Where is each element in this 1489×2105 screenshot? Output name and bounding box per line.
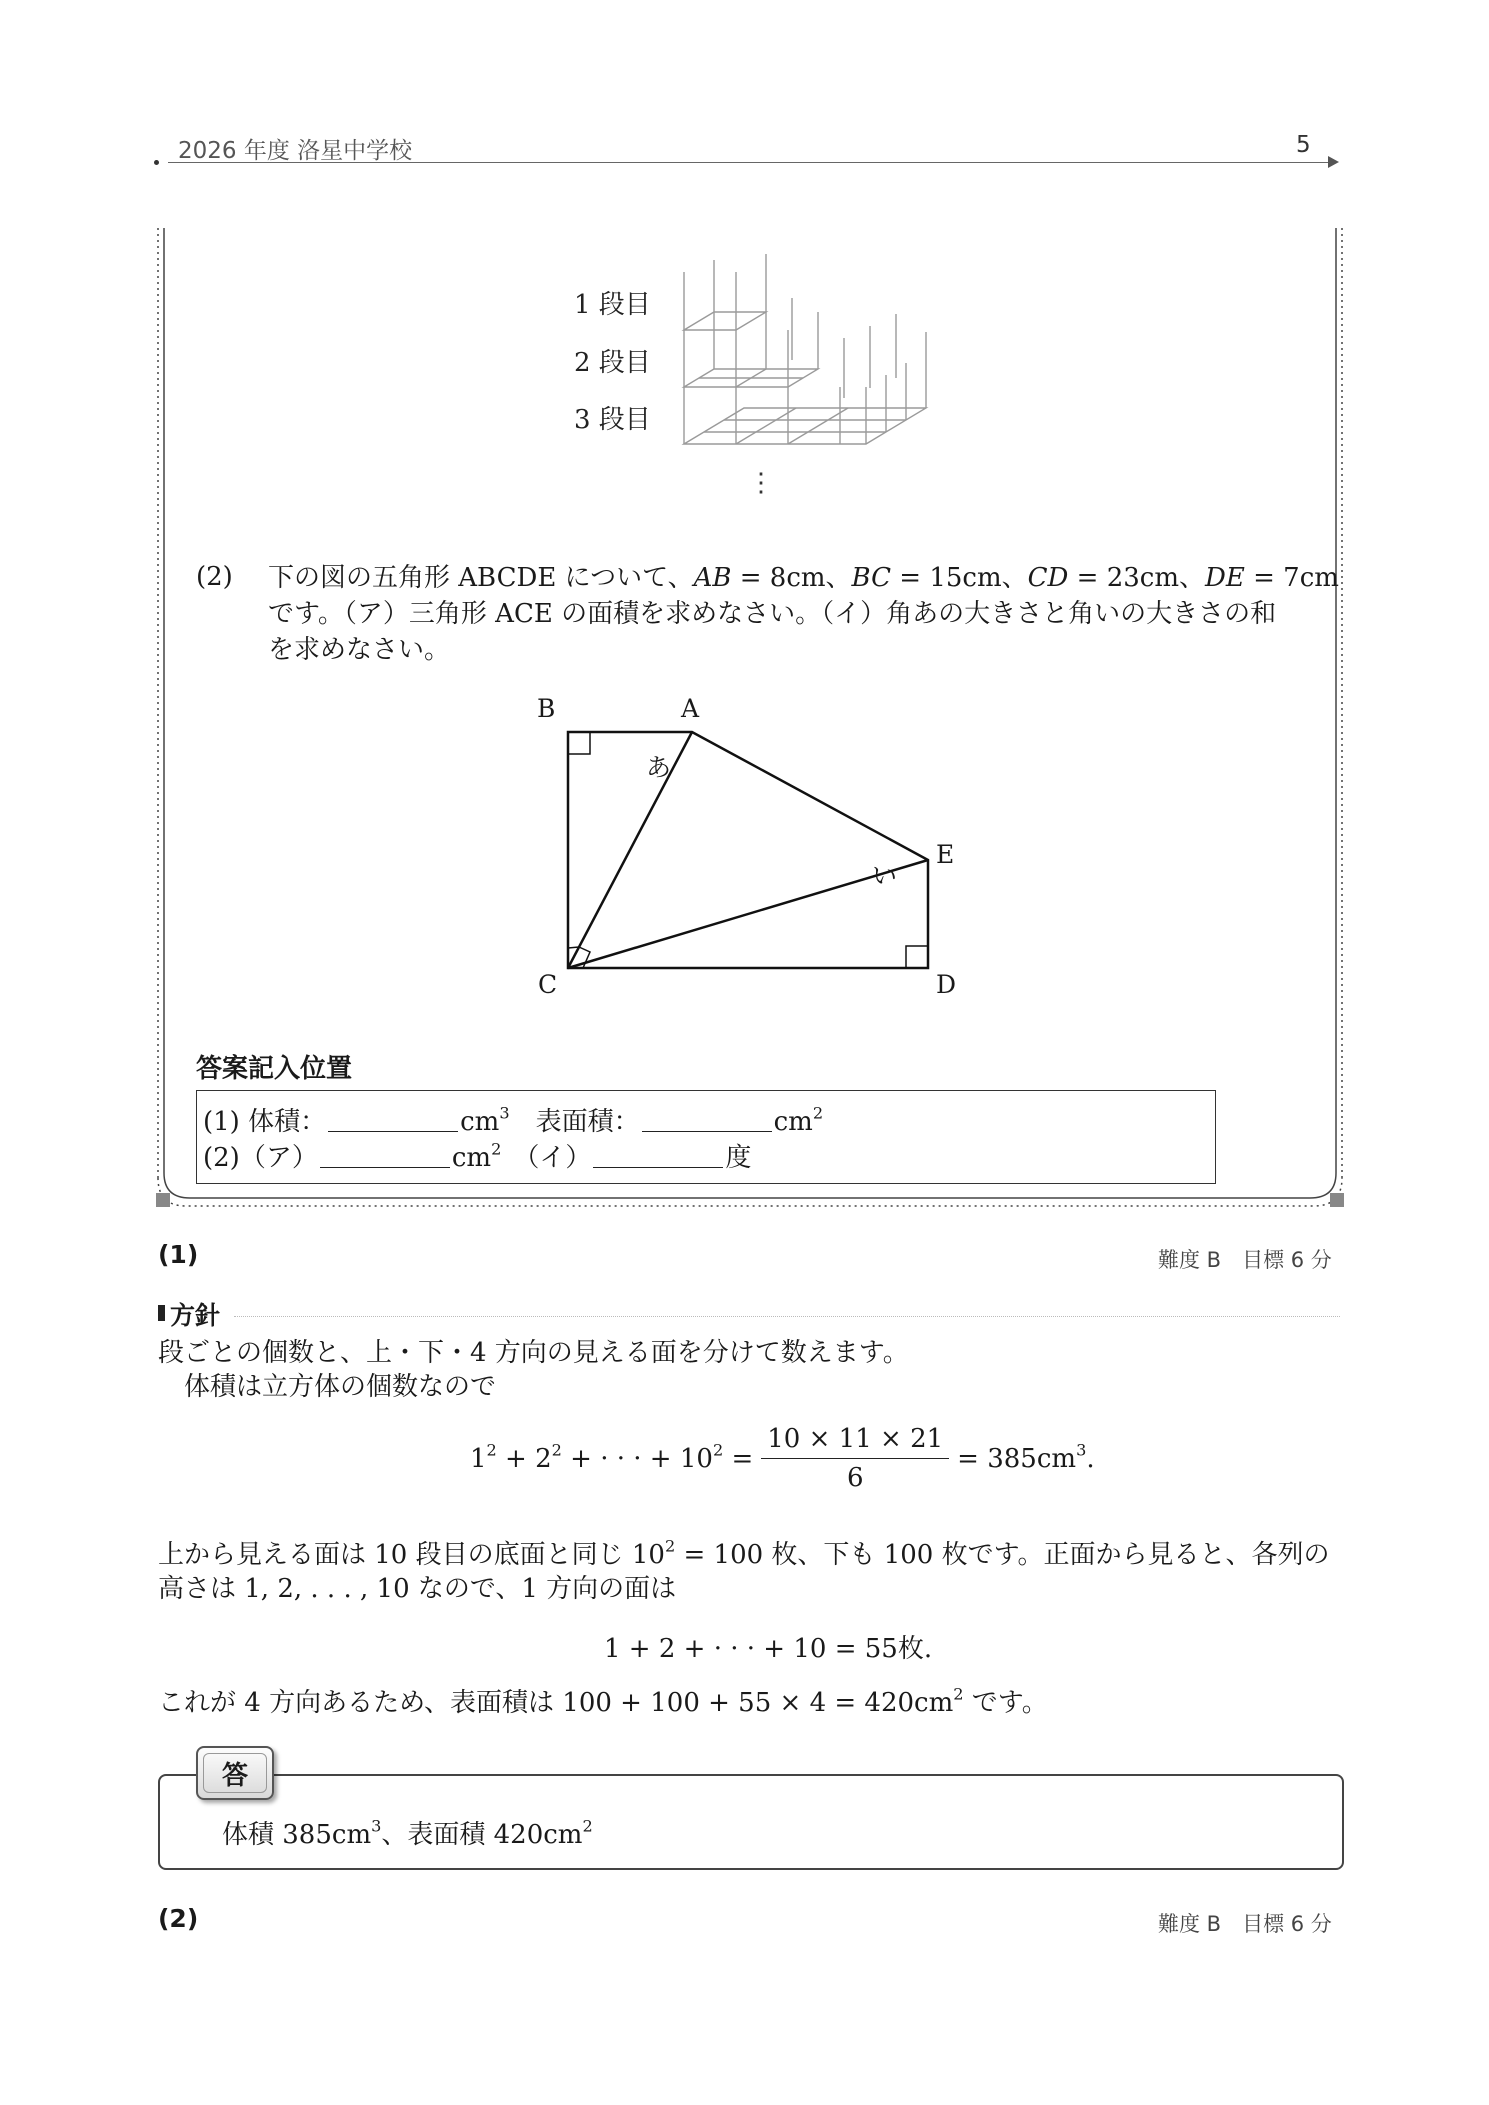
header-rule xyxy=(168,162,1330,163)
volume-equation: $1^2 + 2^2$ + · · · + $10^2$ = $\frac{10 \times 11 \times 21}{6}$ = $385cm^3$. xyxy=(470,1424,1095,1493)
running-header-title: 2026 年度 洛星中学校 xyxy=(178,138,413,164)
blank-volume[interactable] xyxy=(328,1107,458,1132)
vertex-label-c: C xyxy=(538,970,558,999)
frame-corner-left xyxy=(156,1193,170,1207)
policy-rule xyxy=(234,1316,1340,1317)
answer-area-heading: 答案記入位置 xyxy=(196,1054,353,1084)
stacked-cubes-figure xyxy=(676,250,946,460)
answer-line-1: (1) 体積： $cm^3$ 表面積： $cm^2$ xyxy=(203,1103,824,1137)
one-side-equation: 1 + 2 + · · · + 10 = 55枚. xyxy=(604,1634,933,1664)
page-number: 5 xyxy=(1296,132,1311,158)
blank-area-ace[interactable] xyxy=(320,1143,450,1168)
answer-text: 体積 $385cm^3$、表面積 $420cm^2$ xyxy=(222,1816,593,1850)
solution-2-number: (2) xyxy=(158,1904,199,1933)
vertex-label-b: B xyxy=(537,694,556,723)
solution-2-difficulty: 難度 B 目標 6 分 xyxy=(1158,1912,1332,1936)
blank-angle-sum[interactable] xyxy=(593,1143,723,1168)
solution-1-difficulty: 難度 B 目標 6 分 xyxy=(1158,1248,1332,1272)
solution-1-number: (1) xyxy=(158,1240,199,1269)
column-heights-text: 高さは 1, 2, . . . , 10 なので、1 方向の面は xyxy=(158,1574,677,1604)
volume-fraction: $\frac{10 \times 11 \times 21}{6}$ xyxy=(761,1424,949,1493)
step-label-1: 1 段目 xyxy=(574,290,651,320)
answer-tab-label: 答 xyxy=(203,1753,267,1793)
policy-label: 方針 xyxy=(170,1301,221,1330)
question-2-text: 下の図の五角形 ABCDE について、AB = 8cm、BC = 15cm、CD = 23cm、DE = 7cm です。（ア）三角形 ACE の面積を求めなさい。（イ）角あの大きさと角いの大きさの和 を求めなさい。 xyxy=(268,563,1339,665)
vertex-label-d: D xyxy=(936,970,957,999)
answer-area-box xyxy=(196,1090,1216,1184)
top-view-text: 上から見える面は 10 段目の底面と同じ $10^2 = 100$ 枚、下も 100 枚です。正面から見ると、各列の xyxy=(158,1536,1330,1570)
angle-label-a: あ xyxy=(646,753,672,782)
frame-corner-right xyxy=(1330,1193,1344,1207)
surface-area-text: これが 4 方向あるため、表面積は $100 + 100 + 55 \times 4 = 420cm^2$ です。 xyxy=(158,1684,1048,1718)
blank-surface-area[interactable] xyxy=(642,1107,772,1132)
policy-marker-icon xyxy=(158,1305,165,1321)
vertex-label-e: E xyxy=(936,840,955,869)
answer-tab xyxy=(196,1746,274,1800)
question-2-number: (2) xyxy=(196,562,233,592)
header-arrow-icon xyxy=(1328,156,1339,168)
vertex-label-a: A xyxy=(681,694,700,723)
step-label-3: 3 段目 xyxy=(574,405,651,435)
angle-label-i: い xyxy=(872,861,898,890)
continuation-dots: ⋮ xyxy=(748,468,774,498)
header-bullet-dot xyxy=(154,160,159,165)
answer-line-2: (2)（ア） $cm^2$ （イ） 度 xyxy=(203,1139,752,1173)
policy-text: 段ごとの個数と、上・下・4 方向の見える面を分けて数えます。 xyxy=(158,1338,909,1368)
step-label-2: 2 段目 xyxy=(574,348,651,378)
pentagon-figure xyxy=(520,690,980,1010)
volume-intro: 体積は立方体の個数なので xyxy=(184,1372,497,1402)
